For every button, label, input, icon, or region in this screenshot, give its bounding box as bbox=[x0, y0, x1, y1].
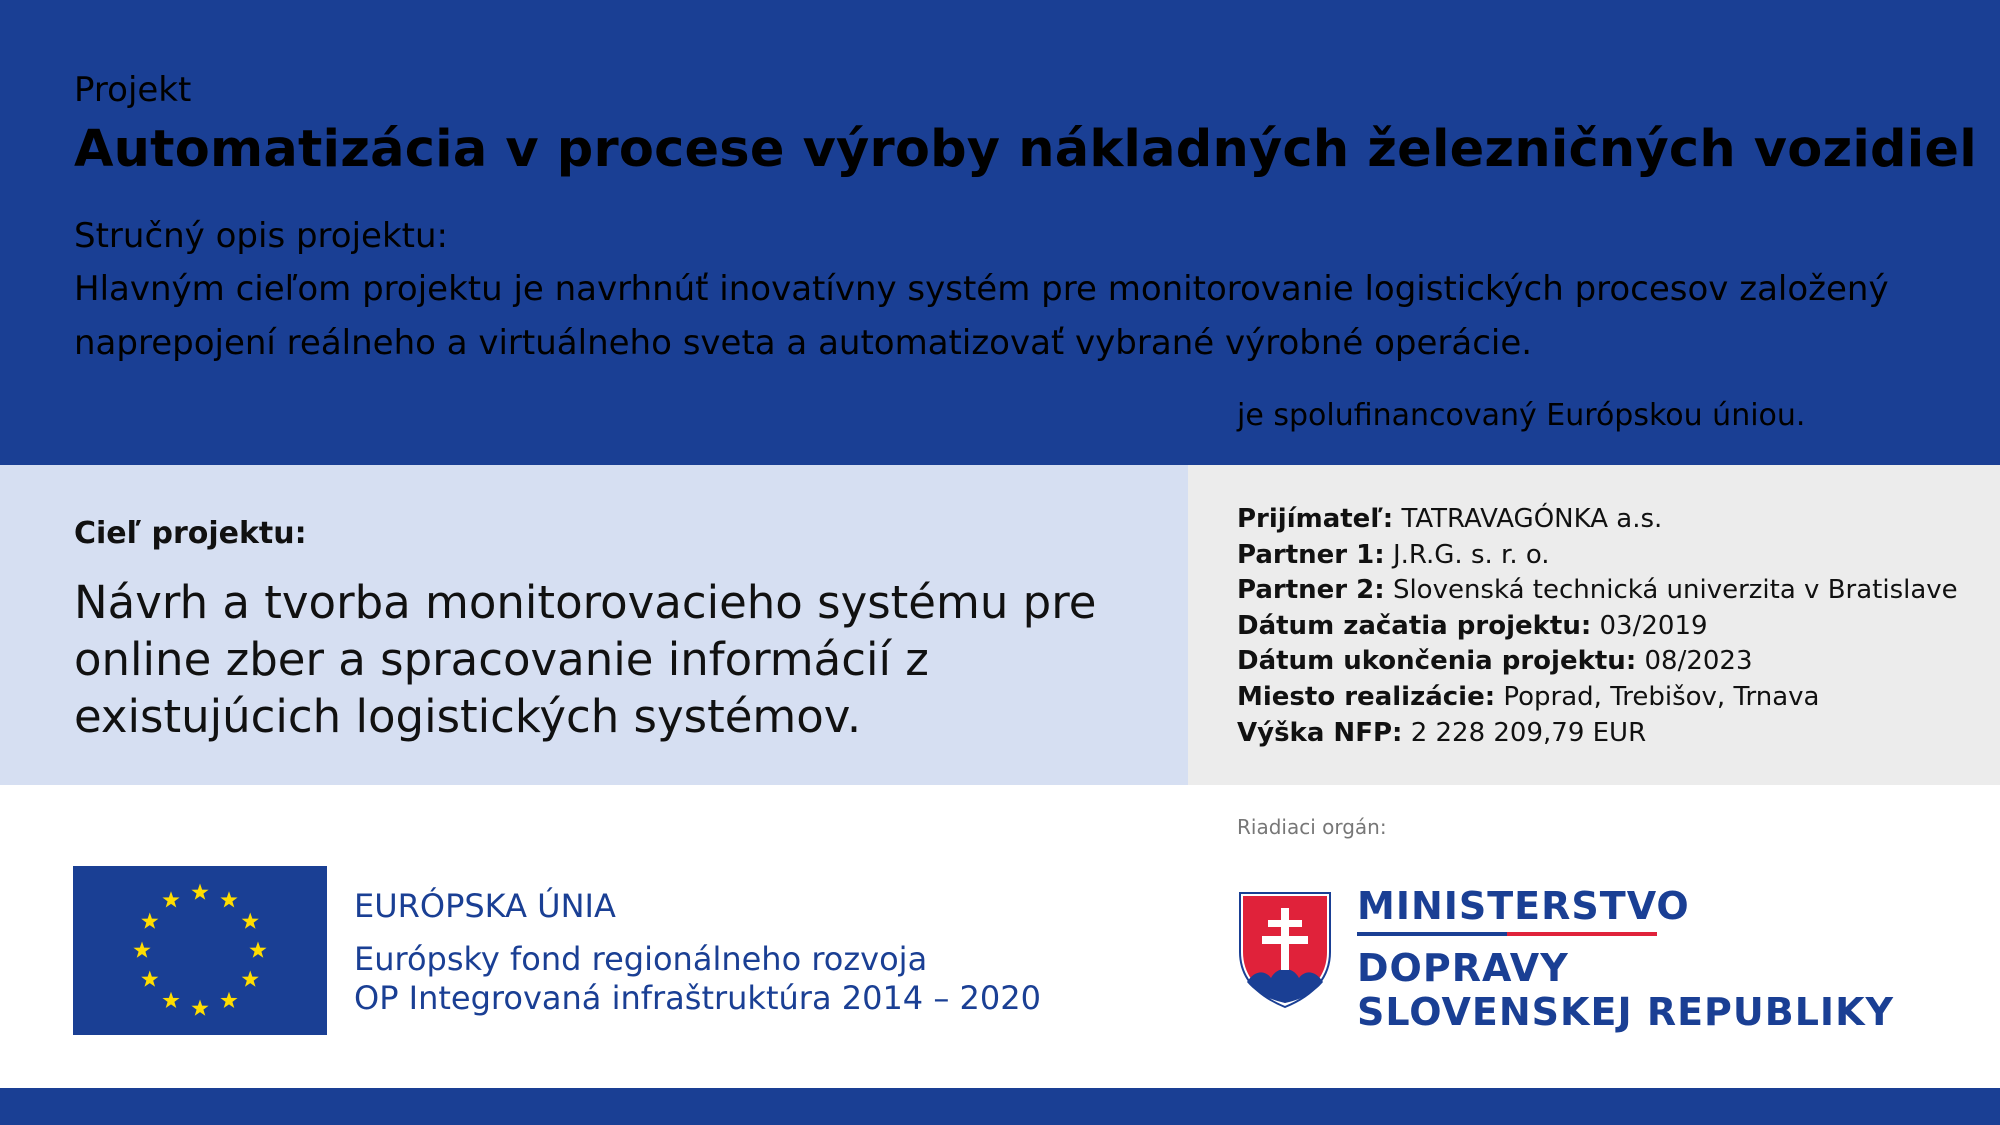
info-key: Miesto realizácie: bbox=[1237, 681, 1496, 712]
info-key: Prijímateľ: bbox=[1237, 504, 1394, 534]
eu-fund: Európsky fond regionálneho rozvoja bbox=[354, 940, 928, 978]
info-item bbox=[1237, 502, 1958, 538]
cofinanced-note: je spolufinancovaný Európskou úniou. bbox=[1237, 398, 1806, 433]
info-value: 08/2023 bbox=[1644, 646, 1753, 677]
ministry-title: MINISTERSTVO bbox=[1357, 884, 1690, 928]
info-value: TATRAVAGÓNKA a.s. bbox=[1401, 504, 1663, 534]
ministry-logo-text bbox=[1357, 882, 1894, 1034]
project-title: Automatizácia v procese výroby nákladných železničných vozidiel bbox=[74, 120, 1977, 179]
info-value: 2 228 209,79 EUR bbox=[1410, 717, 1647, 748]
project-info-list bbox=[1237, 502, 1958, 751]
description-text: Hlavným cieľom projektu je navrhnúť inovatívny systém pre monitorovanie logistických procesov založený naprepojení reálneho a virtuálneho sveta a automatizovať vybrané výrobné operácie. bbox=[74, 269, 1889, 363]
eu-programme: OP Integrovaná infraštruktúra 2014 – 2020 bbox=[354, 979, 1041, 1017]
project-label: Projekt bbox=[74, 70, 192, 110]
info-item bbox=[1237, 680, 1958, 716]
footer-bar bbox=[0, 1088, 2000, 1125]
info-value: Slovenská technická univerzita v Bratislave bbox=[1392, 575, 1958, 606]
info-key: Dátum ukončenia projektu: bbox=[1237, 646, 1637, 677]
managing-authority-label: Riadiaci orgán: bbox=[1237, 815, 1387, 839]
ministry-line-3: SLOVENSKEJ REPUBLIKY bbox=[1357, 990, 1895, 1034]
info-item bbox=[1237, 716, 1958, 752]
info-key: Výška NFP: bbox=[1237, 717, 1403, 748]
info-item bbox=[1237, 538, 1958, 574]
info-item bbox=[1237, 644, 1958, 680]
info-value: Poprad, Trebišov, Trnava bbox=[1503, 681, 1820, 712]
info-item bbox=[1237, 573, 1958, 609]
description-heading: Stručný opis projektu: bbox=[74, 216, 448, 256]
info-value: J.R.G. s. r. o. bbox=[1392, 539, 1550, 570]
goal-text: Návrh a tvorba monitorovacieho systému pre online zber a spracovanie informácií z existujúcich logistických systémov. bbox=[74, 576, 1097, 743]
info-key: Partner 2: bbox=[1237, 575, 1385, 606]
ministry-divider bbox=[1357, 932, 1657, 936]
slovak-coat-of-arms-icon bbox=[1237, 890, 1333, 1010]
goal-heading: Cieľ projektu: bbox=[74, 516, 307, 551]
info-item bbox=[1237, 609, 1958, 645]
eu-text-block bbox=[354, 884, 1041, 1018]
ministry-subtitle bbox=[1357, 946, 1894, 1034]
eu-flag-icon bbox=[73, 866, 327, 1035]
eu-title: EURÓPSKA ÚNIA bbox=[354, 887, 616, 925]
info-value: 03/2019 bbox=[1599, 610, 1708, 641]
info-key: Partner 1: bbox=[1237, 539, 1385, 570]
info-key: Dátum začatia projektu: bbox=[1237, 610, 1592, 641]
ministry-line-2: DOPRAVY bbox=[1357, 946, 1569, 990]
